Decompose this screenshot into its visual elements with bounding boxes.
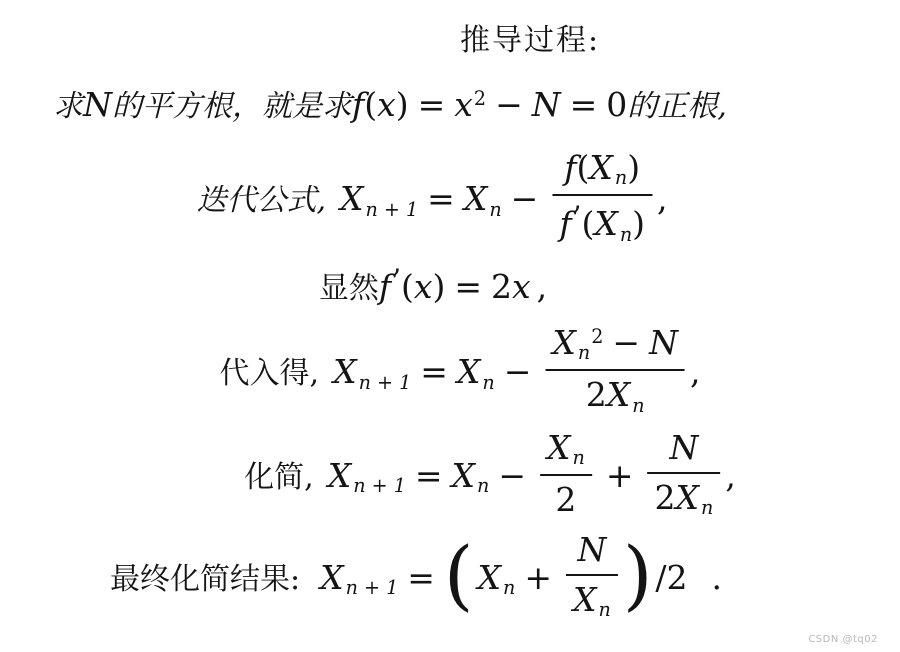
subscript-n: n [619, 222, 633, 246]
line6-math [320, 530, 723, 622]
left-paren: ( [576, 148, 590, 187]
minus-sign: − [495, 85, 523, 124]
superscript-2: 2 [473, 87, 487, 111]
equals-sign: = [427, 179, 455, 219]
var-X: X [572, 579, 597, 619]
fraction-numerator [648, 428, 721, 474]
var-x: x [413, 266, 433, 306]
subscript-n: n [489, 197, 502, 221]
number-two: 2 [585, 375, 607, 415]
equals-sign: = [569, 85, 598, 124]
var-X: X [340, 179, 364, 219]
var-x: x [512, 266, 531, 306]
big-right-paren: ) [622, 530, 653, 619]
line5-label: 化简, [244, 460, 314, 496]
comma: , [657, 179, 668, 219]
page-title: 推导过程: [459, 23, 601, 58]
subscript-n-plus-1: n + 1 [358, 370, 412, 394]
var-N: N [577, 530, 607, 569]
var-f: f [378, 266, 392, 306]
line1-text-positive-root: 的正根, [627, 89, 727, 124]
var-X: X [463, 179, 488, 219]
var-X: X [594, 204, 618, 244]
subscript-n: n [577, 341, 591, 365]
line4-math [333, 323, 701, 417]
subscript-n: n [477, 474, 490, 498]
fraction-xsq-minus-N-over-2x [545, 323, 685, 418]
var-f: f [564, 148, 577, 187]
left-paren: ( [364, 85, 378, 124]
var-N: N [531, 85, 561, 124]
var-X: X [451, 456, 476, 496]
fraction-N-over-2xn [648, 428, 721, 520]
minus-sign: − [612, 323, 641, 362]
equals-sign: = [454, 266, 483, 306]
line1-math [352, 85, 627, 124]
line3-label: 显然 [318, 270, 379, 306]
fraction-N-over-xn [566, 530, 618, 622]
minus-sign: − [503, 352, 532, 392]
var-N: N [669, 428, 699, 467]
equals-sign: = [420, 352, 448, 392]
derivation-line-5 [244, 428, 736, 524]
fraction-f-over-fprime [552, 148, 652, 247]
prime-mark: ’ [392, 263, 401, 296]
plus-sign: + [605, 456, 634, 496]
subscript-n: n [614, 166, 628, 190]
derivation-line-1 [53, 86, 727, 125]
var-X: X [589, 148, 613, 187]
derivation-line-4 [219, 323, 701, 422]
subscript-n: n [503, 576, 516, 600]
number-two: 2 [555, 480, 577, 520]
var-X: X [606, 375, 631, 415]
subscript-n: n [572, 446, 585, 470]
equals-sign: = [407, 558, 435, 598]
line4-label: 代入得, [219, 356, 320, 392]
derivation-line-6 [109, 530, 723, 626]
subscript-n-plus-1: n + 1 [345, 576, 399, 600]
var-x: x [454, 85, 473, 124]
var-X: X [547, 428, 571, 467]
fraction-denominator [648, 474, 721, 520]
number-two: 2 [654, 477, 676, 517]
var-N: N [649, 323, 678, 362]
number-zero: 0 [606, 85, 628, 124]
comma: , [536, 266, 548, 306]
var-X: X [675, 477, 700, 517]
right-paren: ) [632, 204, 646, 244]
subscript-n: n [482, 370, 495, 394]
line1-text-sqrt: 的平方根，就是求 [112, 89, 353, 124]
var-X: X [320, 558, 344, 598]
line3-math [378, 263, 548, 306]
divide-by-two: /2 [655, 558, 688, 598]
line2-math [340, 148, 668, 246]
var-X: X [327, 456, 352, 496]
derivation-title-row [460, 24, 600, 59]
subscript-n: n [701, 496, 714, 520]
number-two: 2 [491, 266, 513, 306]
left-paren: ( [400, 266, 414, 306]
line1-text-qiu: 求 [53, 89, 84, 124]
fraction-numerator [552, 148, 652, 196]
minus-sign: − [510, 179, 539, 219]
subscript-n-plus-1: n + 1 [353, 474, 406, 498]
right-paren: ) [627, 148, 641, 187]
fraction-denominator [545, 371, 685, 417]
line5-math [327, 428, 736, 520]
subscript-n-plus-1: n + 1 [365, 197, 419, 221]
equals-sign: = [417, 85, 446, 124]
var-N: N [83, 85, 113, 124]
equals-sign: = [414, 456, 443, 496]
var-X: X [333, 352, 357, 392]
var-f: f [352, 85, 365, 124]
subscript-n: n [598, 598, 611, 622]
fraction-denominator [566, 576, 618, 622]
var-x: x [377, 85, 396, 124]
line2-label: 迭代公式, [196, 183, 327, 219]
var-X: X [552, 323, 576, 362]
line6-label: 最终化简结果: [109, 562, 301, 598]
final-period: . [711, 558, 723, 598]
big-left-paren: ( [443, 530, 474, 619]
derivation-line-2 [196, 148, 668, 251]
var-X: X [456, 352, 481, 392]
subscript-n: n [632, 393, 645, 417]
fraction-xn-over-2 [540, 428, 592, 520]
fraction-numerator [566, 530, 618, 576]
prime-mark: ’ [572, 200, 582, 234]
left-paren: ( [581, 204, 595, 244]
fraction-numerator [540, 428, 592, 476]
plus-sign: + [524, 558, 552, 598]
right-paren: ) [432, 266, 446, 306]
var-f: f [559, 204, 572, 244]
comma: , [689, 352, 701, 392]
right-paren: ) [395, 85, 409, 124]
superscript-2: 2 [591, 325, 604, 349]
fraction-numerator [545, 323, 685, 371]
comma: , [725, 456, 736, 496]
derivation-line-3 [319, 264, 547, 306]
csdn-watermark: CSDN @tq02 [808, 634, 878, 645]
minus-sign: − [498, 456, 527, 496]
fraction-denominator [552, 196, 652, 246]
var-X: X [477, 558, 501, 598]
fraction-denominator [540, 476, 592, 520]
